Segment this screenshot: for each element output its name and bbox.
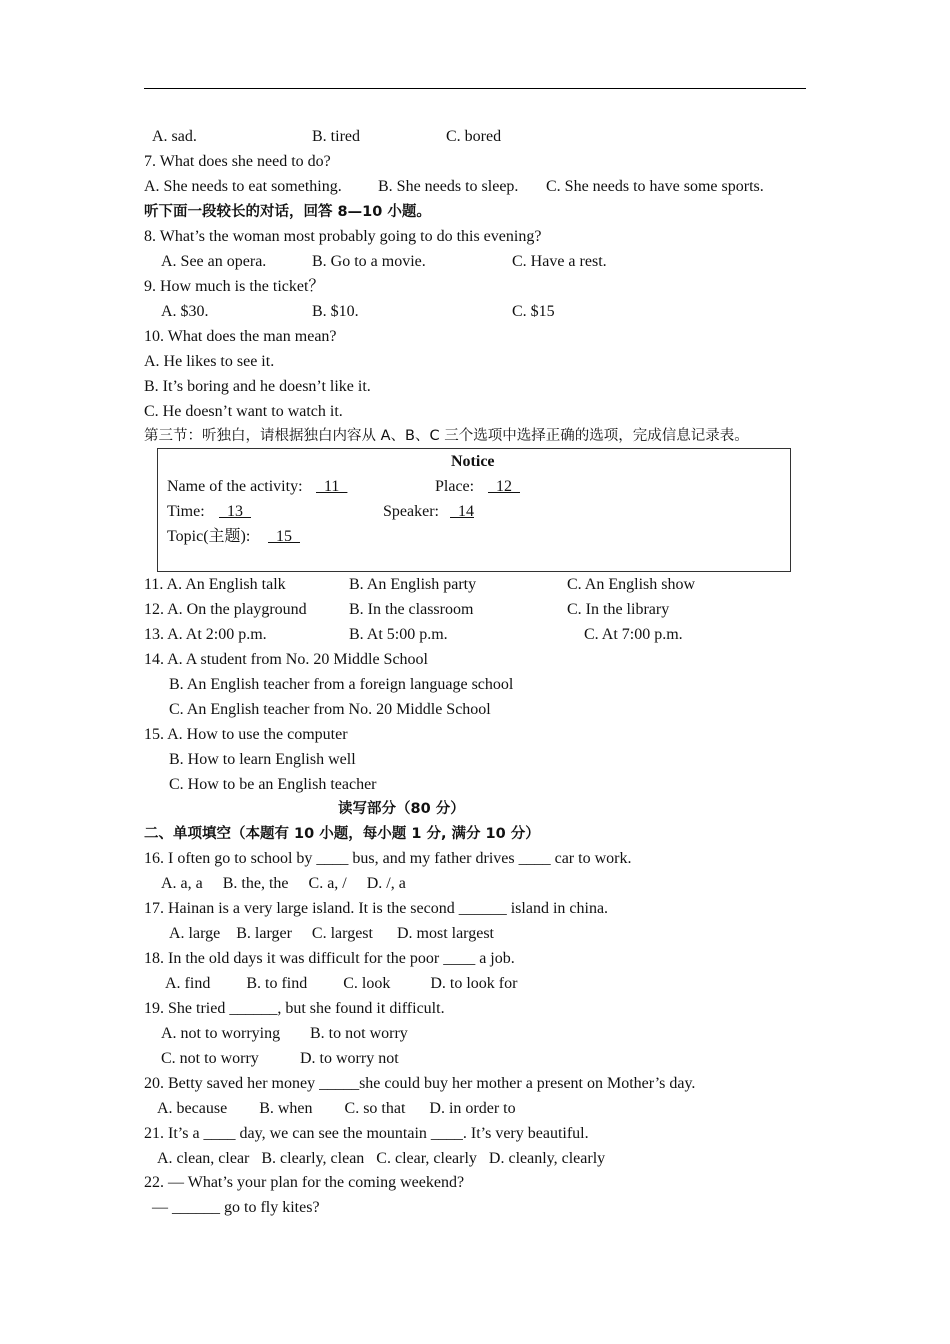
notice-time-blank: 13 bbox=[219, 503, 251, 520]
q10-option-a: A. He likes to see it. bbox=[144, 353, 275, 370]
q12-option-a: 12. A. On the playground bbox=[144, 601, 307, 618]
q8-stem: 8. What’s the woman most probably going to do this evening? bbox=[144, 228, 542, 245]
q20-options: A. because B. when C. so that D. in order to bbox=[157, 1100, 516, 1117]
q12-option-c: C. In the library bbox=[567, 601, 670, 618]
q7-option-c: C. She needs to have some sports. bbox=[546, 178, 764, 195]
q15-option-b: B. How to learn English well bbox=[169, 751, 356, 768]
q16-options: A. a, a B. the, the C. a, / D. /, a bbox=[161, 875, 406, 892]
notice-place-blank: 12 bbox=[488, 478, 520, 495]
part-title: 读写部分（80 分） bbox=[338, 801, 465, 817]
q21-options: A. clean, clear B. clearly, clean C. clear, clearly D. cleanly, clearly bbox=[157, 1150, 606, 1167]
section-3-heading: 第三节：听独白，请根据独白内容从 A、B、C 三个选项中选择正确的选项，完成信息记录表。 bbox=[144, 428, 749, 444]
q14-option-c: C. An English teacher from No. 20 Middle School bbox=[169, 701, 491, 718]
q9-option-c: C. $15 bbox=[512, 303, 555, 320]
q13-option-b: B. At 5:00 p.m. bbox=[349, 626, 448, 643]
q19-stem: 19. She tried ______, but she found it difficult. bbox=[144, 1000, 445, 1017]
q16-stem: 16. I often go to school by ____ bus, and my father drives ____ car to work. bbox=[144, 850, 632, 867]
q19-option-a: A. not to worrying bbox=[161, 1025, 281, 1042]
notice-place-label: Place: bbox=[435, 478, 475, 495]
q21-stem: 21. It’s a ____ day, we can see the mountain ____. It’s very beautiful. bbox=[144, 1125, 589, 1142]
q13-option-a: 13. A. At 2:00 p.m. bbox=[144, 626, 267, 643]
header-rule bbox=[144, 88, 806, 89]
notice-activity-blank: 11 bbox=[316, 478, 348, 495]
q7-option-b: B. She needs to sleep. bbox=[378, 178, 519, 195]
q12-option-b: B. In the classroom bbox=[349, 601, 474, 618]
q7-option-a: A. She needs to eat something. bbox=[144, 178, 342, 195]
notice-topic-blank: 15 bbox=[268, 528, 300, 545]
q18-stem: 18. In the old days it was difficult for the poor ____ a job. bbox=[144, 950, 515, 967]
notice-speaker-blank: 14 bbox=[450, 503, 474, 520]
q6-option-b: B. tired bbox=[312, 128, 360, 145]
q18-options: A. find B. to find C. look D. to look for bbox=[165, 975, 518, 992]
q19-option-c: C. not to worry bbox=[161, 1050, 259, 1067]
q20-stem: 20. Betty saved her money _____she could buy her mother a present on Mother’s day. bbox=[144, 1075, 696, 1092]
q13-option-c: C. At 7:00 p.m. bbox=[584, 626, 683, 643]
notice-time-label: Time: bbox=[167, 503, 205, 520]
q7-stem: 7. What does she need to do? bbox=[144, 153, 331, 170]
q15-option-a: 15. A. How to use the computer bbox=[144, 726, 348, 743]
q9-option-a: A. $30. bbox=[161, 303, 209, 320]
q10-option-b: B. It’s boring and he doesn’t like it. bbox=[144, 378, 371, 395]
q10-stem: 10. What does the man mean? bbox=[144, 328, 337, 345]
q10-option-c: C. He doesn’t want to watch it. bbox=[144, 403, 343, 420]
q17-options: A. large B. larger C. largest D. most largest bbox=[169, 925, 494, 942]
q11-option-a: 11. A. An English talk bbox=[144, 576, 286, 593]
q14-option-a: 14. A. A student from No. 20 Middle School bbox=[144, 651, 428, 668]
notice-title: Notice bbox=[451, 453, 495, 470]
section-2-heading: 二、单项填空（本题有 10 小题，每小题 1 分, 满分 10 分） bbox=[144, 826, 540, 842]
q19-option-b: B. to not worry bbox=[310, 1025, 408, 1042]
q22-stem: 22. — What’s your plan for the coming weekend? bbox=[144, 1174, 465, 1191]
q9-stem: 9. How much is the ticket？ bbox=[144, 278, 325, 295]
q11-option-c: C. An English show bbox=[567, 576, 696, 593]
notice-speaker-label: Speaker: bbox=[383, 503, 439, 520]
q22-reply: — ______ go to fly kites? bbox=[152, 1199, 320, 1216]
q9-option-b: B. $10. bbox=[312, 303, 359, 320]
q6-option-c: C. bored bbox=[446, 128, 502, 145]
q11-option-b: B. An English party bbox=[349, 576, 477, 593]
q8-option-c: C. Have a rest. bbox=[512, 253, 607, 270]
q14-option-b: B. An English teacher from a foreign language school bbox=[169, 676, 514, 693]
q15-option-c: C. How to be an English teacher bbox=[169, 776, 377, 793]
q8-option-b: B. Go to a movie. bbox=[312, 253, 426, 270]
q19-option-d: D. to worry not bbox=[300, 1050, 399, 1067]
q6-option-a: A. sad. bbox=[152, 128, 197, 145]
q8-option-a: A. See an opera. bbox=[161, 253, 267, 270]
q17-stem: 17. Hainan is a very large island. It is the second ______ island in china. bbox=[144, 900, 609, 917]
notice-topic-label: Topic(主题): bbox=[167, 528, 251, 545]
notice-activity-label: Name of the activity: bbox=[167, 478, 303, 495]
section-8-10-heading: 听下面一段较长的对话，回答 8—10 小题。 bbox=[144, 204, 431, 220]
